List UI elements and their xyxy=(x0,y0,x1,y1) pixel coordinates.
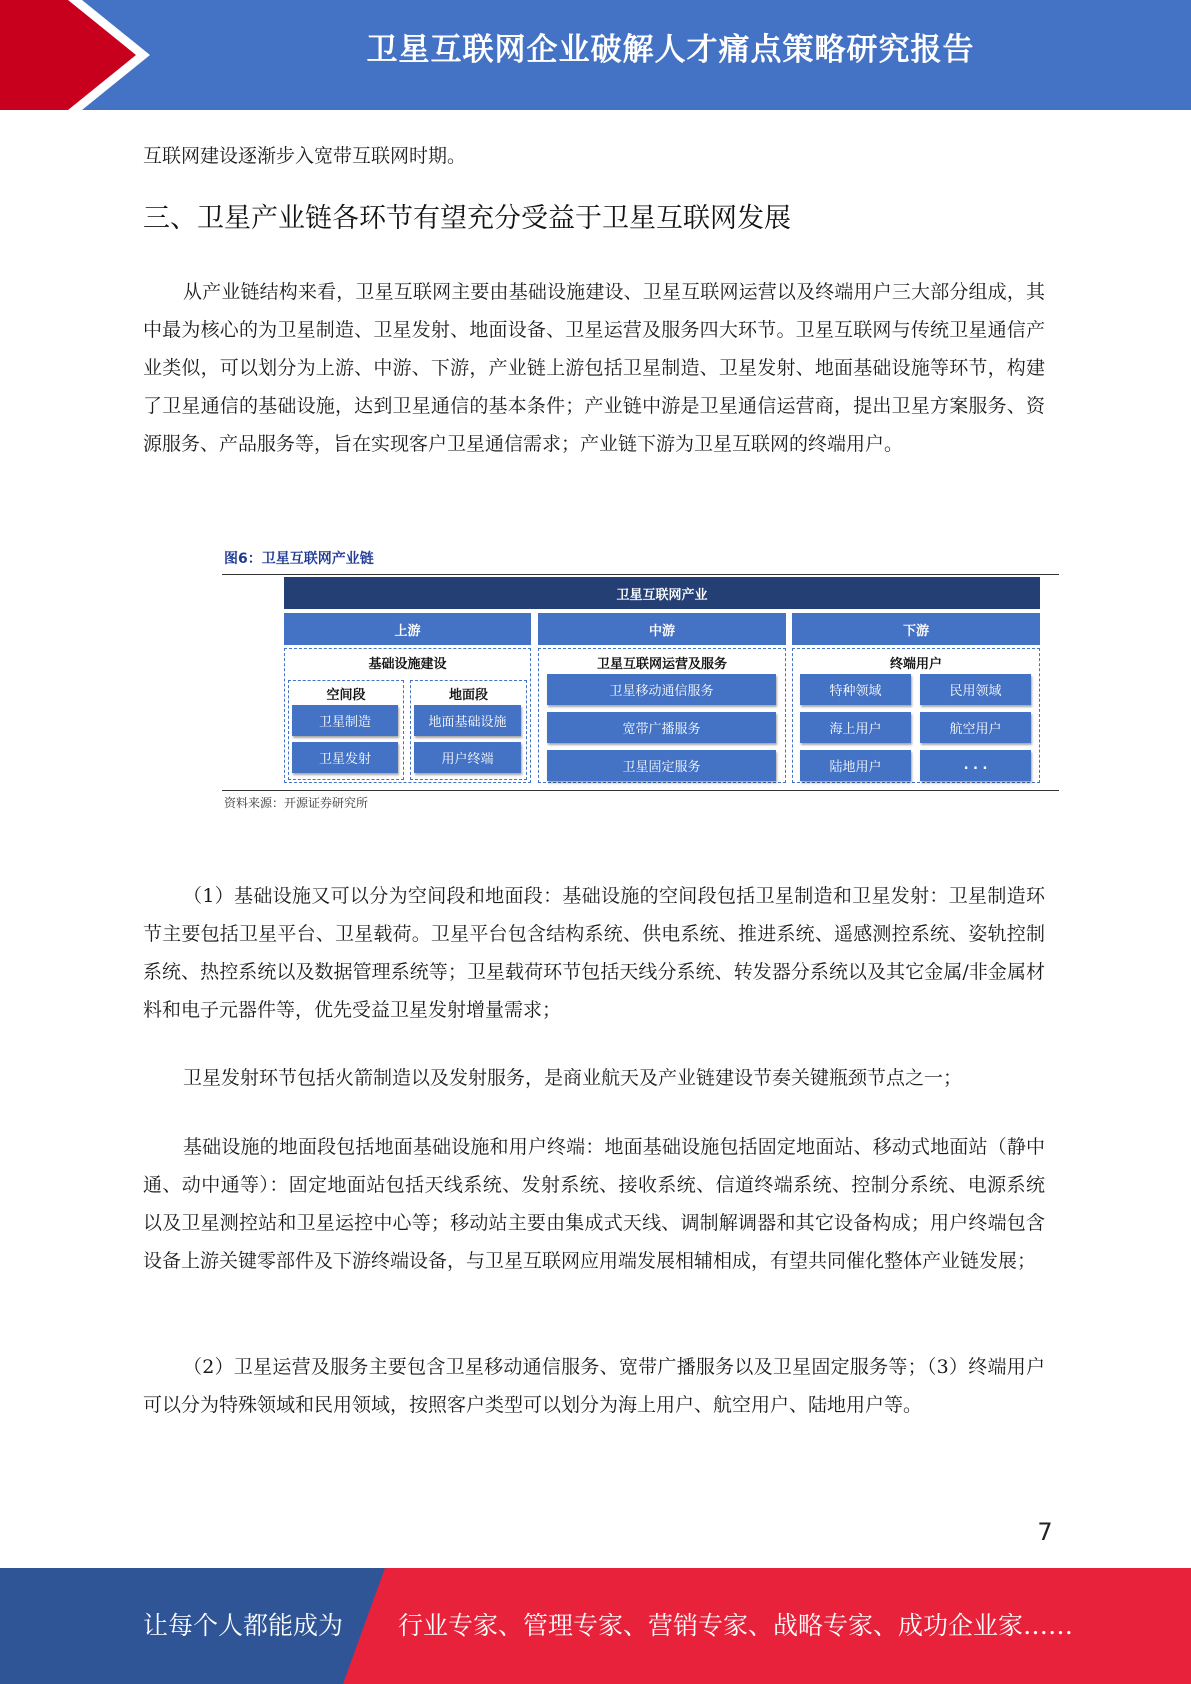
paragraph-ground-segment: 基础设施的地面段包括地面基础设施和用户终端：地面基础设施包括固定地面站、移动式地面站（静中通、动中通等）：固定地面站包括天线系统、发射系统、接收系统、信道终端系统、控制分系统、电源系统以及卫星测控站和卫星运控中心等；移动站主要由集成式天线、调制解调器和其它设备构成；用户终端包含设备上游关键零部件及下游终端设备，与卫星互联网应用端发展相辅相成，有望共同催化整体产业链发展； xyxy=(143,1136,1045,1272)
report-title: 卫星互联网企业破解人才痛点策略研究报告 xyxy=(366,32,975,68)
diagram-special-domain: 特种领域 xyxy=(800,674,911,705)
red-chevron-icon xyxy=(0,0,138,110)
diagram-land-users: 陆地用户 xyxy=(800,750,911,781)
figure-top-rule xyxy=(222,574,1059,575)
paragraph-operations-users: （2）卫星运营及服务主要包含卫星移动通信服务、宽带广播服务以及卫星固定服务等；（3）终端用户可以分为特殊领域和民用领域，按照客户类型可以划分为海上用户、航空用户、陆地用户等。 xyxy=(143,1356,1045,1416)
figure-source: 资料来源：开源证券研究所 xyxy=(224,796,369,810)
diagram-ground-label: 地面段 xyxy=(448,688,488,703)
diagram-more-users: . . . xyxy=(920,750,1031,781)
diagram-fixed-service: 卫星固定服务 xyxy=(547,750,776,781)
diagram-top-node: 卫星互联网产业 xyxy=(284,577,1040,609)
section-heading: 三、卫星产业链各环节有望充分受益于卫星互联网发展 xyxy=(143,203,791,234)
diagram-downstream-header: 下游 xyxy=(792,613,1040,645)
page-footer xyxy=(0,1568,1191,1684)
figure-bottom-rule xyxy=(222,790,1059,791)
diagram-sat-launch: 卫星发射 xyxy=(292,742,398,773)
diagram-ground-infra: 地面基础设施 xyxy=(414,705,521,736)
footer-slogan-left: 让每个人都能成为 xyxy=(143,1611,344,1640)
intro-line: 互联网建设逐渐步入宽带互联网时期。 xyxy=(143,145,467,167)
footer-slogan-right: 行业专家、管理专家、营销专家、战略专家、成功企业家…… xyxy=(398,1611,1074,1640)
diagram-civil-domain: 民用领域 xyxy=(920,674,1031,705)
diagram-end-users-label: 终端用户 xyxy=(889,657,942,672)
diagram-upstream-header: 上游 xyxy=(284,613,531,645)
diagram-space-label: 空间段 xyxy=(326,688,366,703)
page-header xyxy=(0,0,1191,110)
diagram-sat-manufacture: 卫星制造 xyxy=(292,705,398,736)
diagram-maritime-users: 海上用户 xyxy=(800,712,911,743)
paragraph-industry-chain: 从产业链结构来看，卫星互联网主要由基础设施建设、卫星互联网运营以及终端用户三大部分组成，其中最为核心的为卫星制造、卫星发射、地面设备、卫星运营及服务四大环节。卫星互联网与传统卫星通信产业类似，可以划分为上游、中游、下游，产业链上游包括卫星制造、卫星发射、地面基础设施等环节，构建了卫星通信的基础设施，达到卫星通信的基本条件；产业链中游是卫星通信运营商，提出卫星方案服务、资源服务、产品服务等，旨在实现客户卫星通信需求；产业链下游为卫星互联网的终端用户。 xyxy=(143,281,1045,455)
diagram-ops-label: 卫星互联网运营及服务 xyxy=(596,657,727,672)
diagram-mobile-comm: 卫星移动通信服务 xyxy=(547,674,776,705)
paragraph-launch: 卫星发射环节包括火箭制造以及发射服务，是商业航天及产业链建设节奏关键瓶颈节点之一； xyxy=(183,1067,963,1089)
diagram-user-terminal: 用户终端 xyxy=(414,742,521,773)
diagram-broadband: 宽带广播服务 xyxy=(547,712,776,743)
diagram-infra-label: 基础设施建设 xyxy=(368,657,447,672)
diagram-midstream-header: 中游 xyxy=(538,613,786,645)
diagram-aviation-users: 航空用户 xyxy=(920,712,1031,743)
figure-caption: 图6：卫星互联网产业链 xyxy=(224,551,374,567)
page-number: 7 xyxy=(1037,1518,1053,1546)
paragraph-infrastructure: （1）基础设施又可以分为空间段和地面段：基础设施的空间段包括卫星制造和卫星发射：卫星制造环节主要包括卫星平台、卫星载荷。卫星平台包含结构系统、供电系统、推进系统、遥感测控系统、姿轨控制系统、热控系统以及数据管理系统等；卫星载荷环节包括天线分系统、转发器分系统以及其它金属/非金属材料和电子元器件等，优先受益卫星发射增量需求； xyxy=(143,885,1045,1021)
